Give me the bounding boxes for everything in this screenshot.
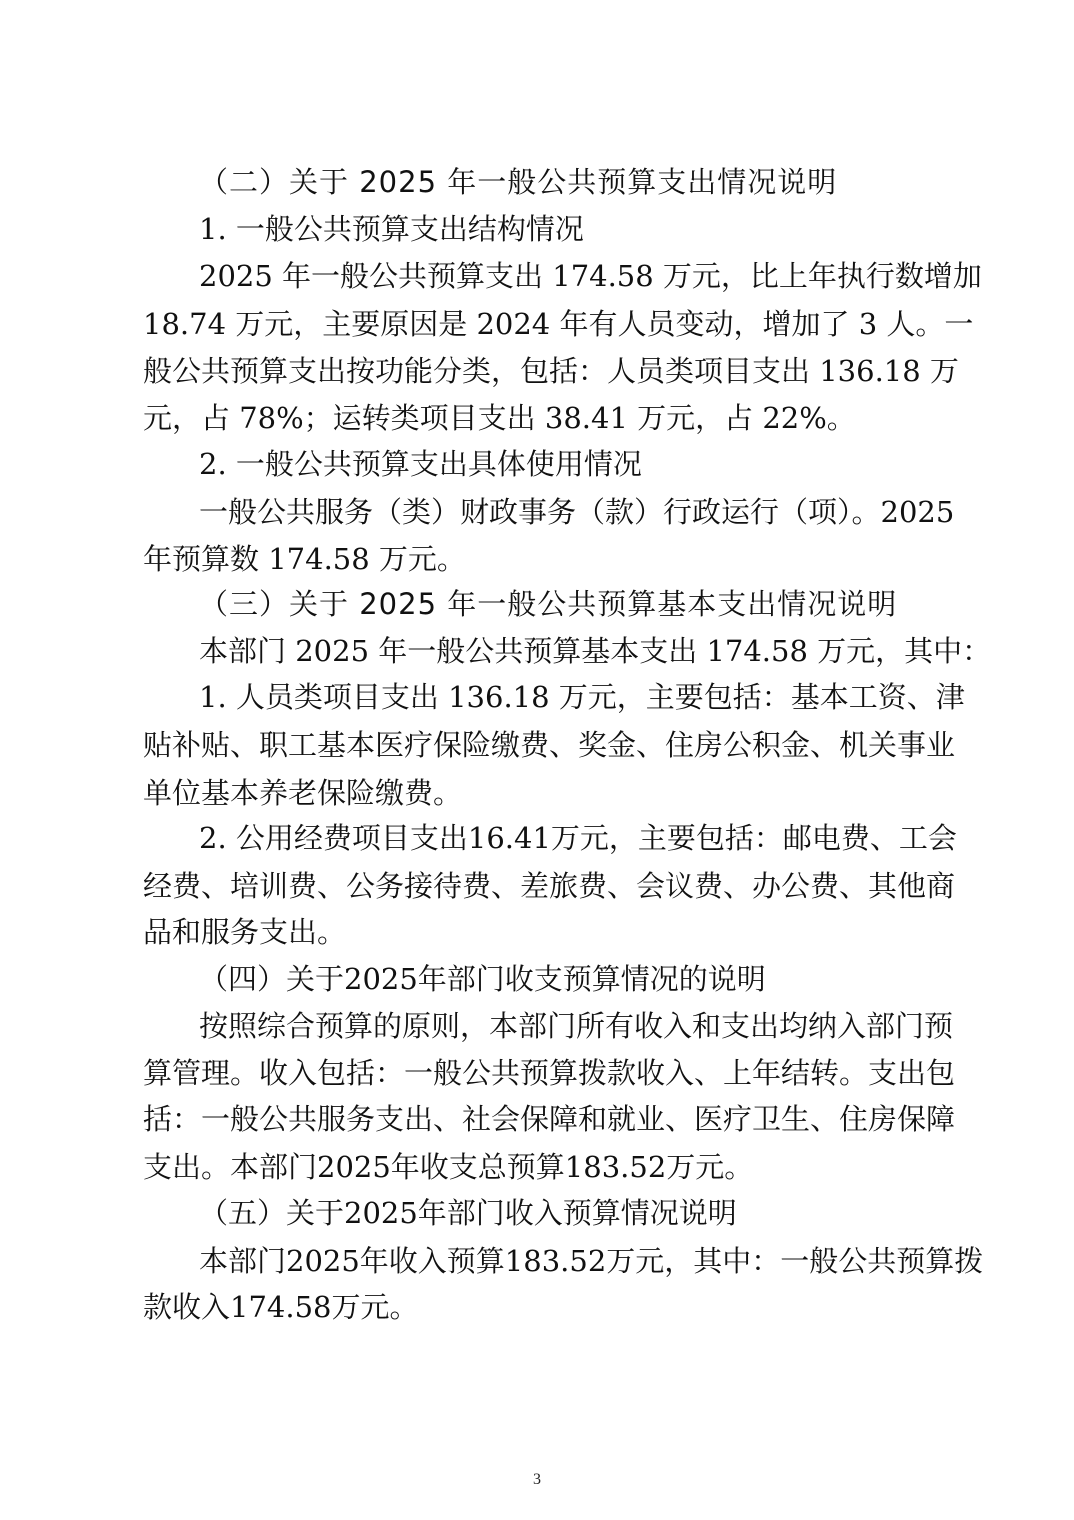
paragraph-line: 括：一般公共服务支出、社会保障和就业、医疗卫生、住房保障 <box>143 1102 956 1136</box>
paragraph-line: 本部门 2025 年一般公共预算基本支出 174.58 万元，其中： <box>199 634 992 668</box>
paragraph-line: 经费、培训费、公务接待费、差旅费、会议费、办公费、其他商 <box>143 869 956 903</box>
paragraph-line: 品和服务支出。 <box>143 915 347 949</box>
paragraph-line: 一般公共服务（类）财政事务（款）行政运行（项）。2025 <box>199 495 955 529</box>
paragraph-line: 按照综合预算的原则，本部门所有收入和支出均纳入部门预 <box>199 1009 954 1043</box>
paragraph-line: 2025 年一般公共预算支出 174.58 万元，比上年执行数增加 <box>199 259 982 293</box>
paragraph-line: 2. 公用经费项目支出16.41万元，主要包括：邮电费、工会 <box>199 821 957 855</box>
paragraph-line: 本部门2025年收入预算183.52万元，其中：一般公共预算拨 <box>199 1244 984 1278</box>
paragraph-line: 单位基本养老保险缴费。 <box>143 776 463 810</box>
heading-section-5: （五）关于2025年部门收入预算情况说明 <box>199 1196 737 1230</box>
heading-section-3: （三）关于 2025 年一般公共预算基本支出情况说明 <box>199 587 898 621</box>
paragraph-line: 般公共预算支出按功能分类，包括：人员类项目支出 136.18 万 <box>143 354 959 388</box>
paragraph-line: 年预算数 174.58 万元。 <box>143 542 466 576</box>
subheading-1: 1. 一般公共预算支出结构情况 <box>199 212 584 246</box>
paragraph-line: 款收入174.58万元。 <box>143 1290 419 1324</box>
paragraph-line: 18.74 万元，主要原因是 2024 年有人员变动，增加了 3 人。一 <box>143 307 974 341</box>
paragraph-line: 元，占 78%；运转类项目支出 38.41 万元，占 22%。 <box>143 401 856 435</box>
heading-section-2: （二）关于 2025 年一般公共预算支出情况说明 <box>199 165 838 199</box>
paragraph-line: 算管理。收入包括：一般公共预算拨款收入、上年结转。支出包 <box>143 1056 956 1090</box>
paragraph-line: 贴补贴、职工基本医疗保险缴费、奖金、住房公积金、机关事业 <box>143 728 956 762</box>
subheading-2: 2. 一般公共预算支出具体使用情况 <box>199 447 642 481</box>
heading-section-4: （四）关于2025年部门收支预算情况的说明 <box>199 962 766 996</box>
page-number: 3 <box>533 1471 541 1488</box>
paragraph-line: 1. 人员类项目支出 136.18 万元，主要包括：基本工资、津 <box>199 680 965 714</box>
paragraph-line: 支出。本部门2025年收支总预算183.52万元。 <box>143 1150 754 1184</box>
